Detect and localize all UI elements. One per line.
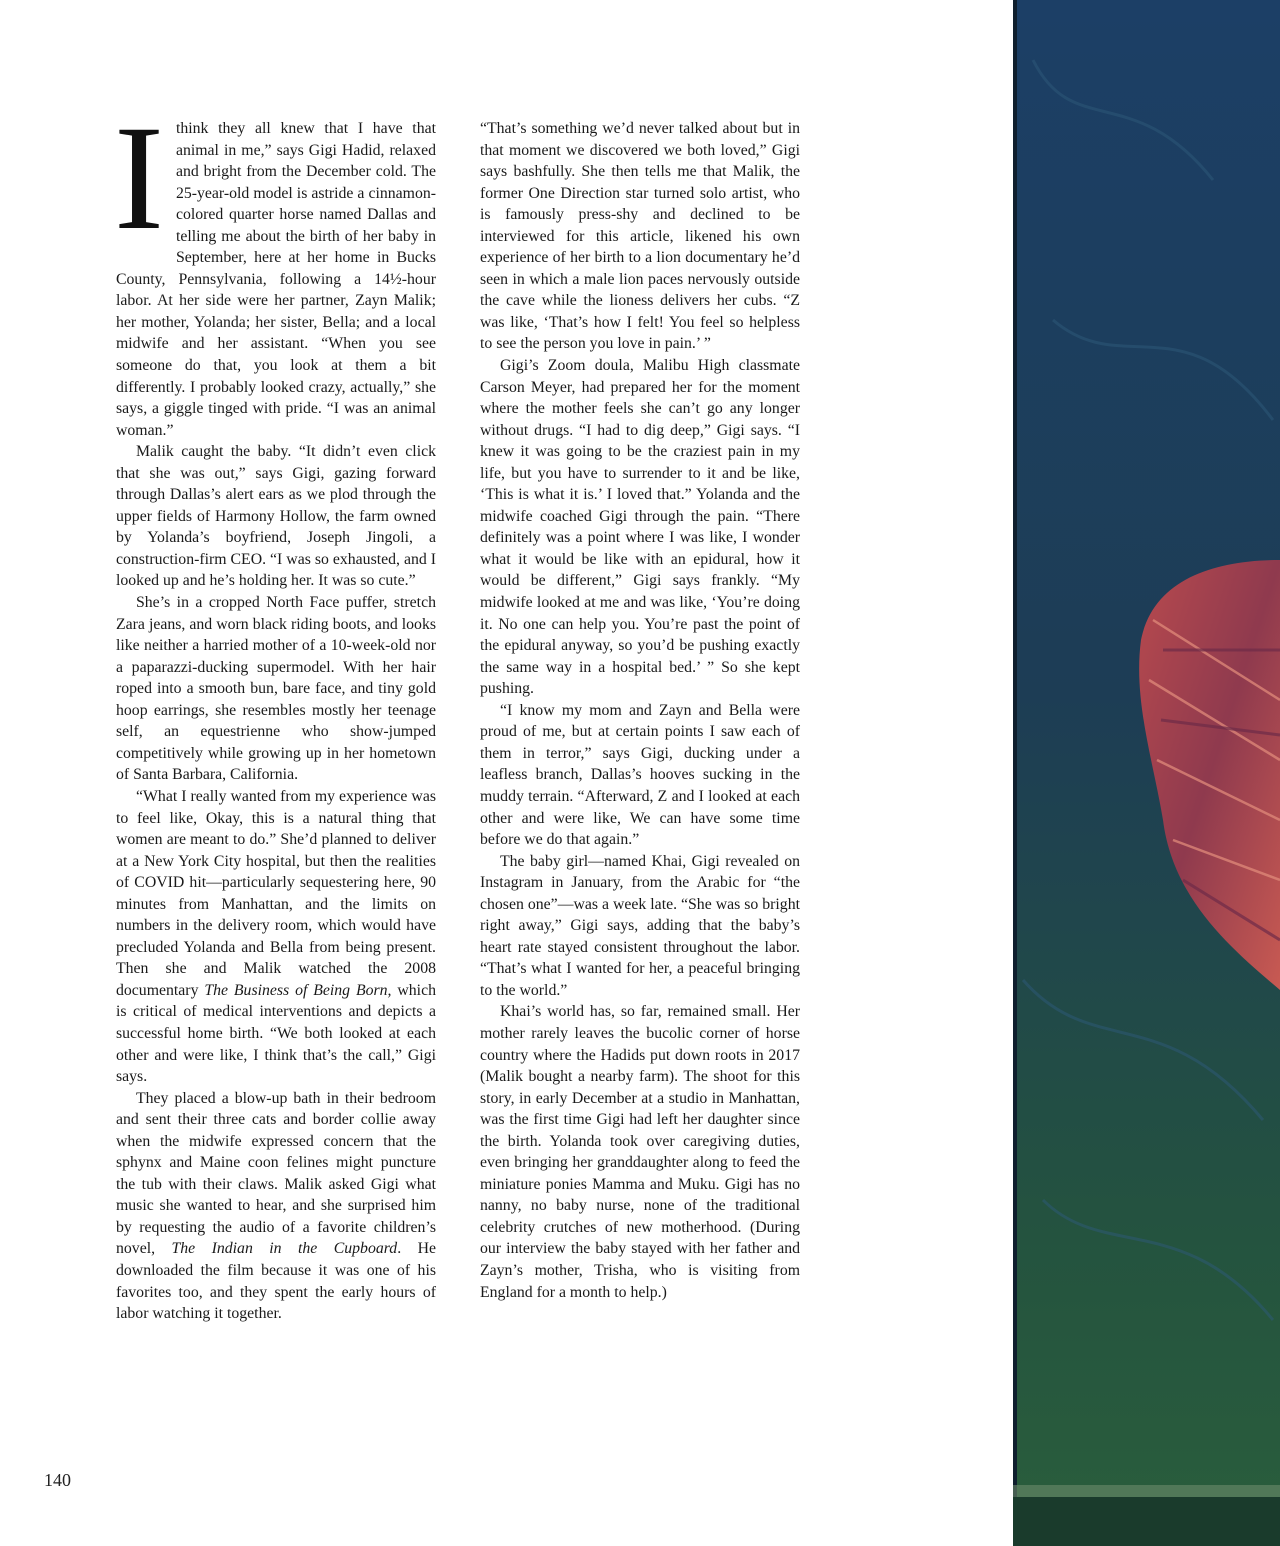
paragraph: Gigi’s Zoom doula, Malibu High classmate Carson Meyer, had prepared her for the moment where the mother feels she can’t go any longer without drugs. “I had to dig deep,” Gigi says. “I knew it was going to be the craziest pain in my life, but you have to surrender to it and be like, ‘This is what it is.’ I loved that.” Yolanda and the midwife coached Gigi through the pain. “There definitely was a point where I was like, I wonder what it would be like with an epidural, how it would be different,” Gigi says frankly. “My midwife looked at me and was like, ‘You’re doing it. No one can help you. You’re past the point of the epidural anyway, so you’d be pushing exactly the same way in a hospital bed.’ ” So she kept pushing. <box>480 357 800 698</box>
film-title: The Business of Being Born, <box>204 981 392 999</box>
paragraph: They placed a blow-up bath in their bedroom and sent their three cats and border collie away when the midwife expressed concern that the sphynx and Maine coon felines might puncture the tub with their claws. Malik asked Gigi what music she wanted to hear, and she surprised him by requesting the audio of a favorite children’s novel, The Indian in the Cupboard. He downloaded the film because it was one of his favorites too, and they spent the early hours of labor watching it together. <box>116 1089 436 1323</box>
paragraph: The baby girl—named Khai, Gigi revealed on Instagram in January, from the Arabic for “the chosen one”—was a week late. “She was so bright right away,” Gigi says, adding that the baby’s heart rate stayed consistent throughout the labor. “That’s what I wanted for her, a peaceful bringing to the world.” <box>480 852 800 999</box>
article-column-left <box>114 95 436 1325</box>
paragraph: Malik caught the baby. “It didn’t even click that she was out,” says Gigi, gazing forward through Dallas’s alert ears as we plod through the upper fields of Harmony Hollow, the farm owned by Yolanda’s boyfriend, Joseph Jingoli, a construction-firm CEO. “I was so exhausted, and I looked up and he’s holding her. It was so cute.” <box>116 443 436 590</box>
paragraph: She’s in a cropped North Face puffer, stretch Zara jeans, and worn black riding boots, and looks like neither a harried mother of a 10-week-old nor a paparazzi-ducking supermodel. With her hair roped into a smooth bun, bare face, and tiny gold hoop earrings, she resembles mostly her teenage self, an equestrienne who show-jumped competitively while growing up in her hometown of Santa Barbara, California. <box>116 594 436 784</box>
article-column-right <box>480 118 800 1303</box>
paragraph: Khai’s world has, so far, remained small. Her mother rarely leaves the bucolic corner of horse country where the Hadids put down roots in 2017 (Malik bought a nearby farm). The shoot for this story, in early December at a studio in Manhattan, was the first time Gigi had left her daughter since the birth. Yolanda took over caregiving duties, even bringing her granddaughter along to feed the miniature ponies Mamma and Muku. Gigi has no nanny, no baby nurse, none of the traditional celebrity crutches of new motherhood. (During our interview the baby stayed with her father and Zayn’s mother, Trisha, who is visiting from England for a month to help.) <box>480 1003 800 1301</box>
paragraph: “What I really wanted from my experience was to feel like, Okay, this is a natural thing that women are meant to do.” She’d planned to deliver at a New York City hospital, but then the realities of COVID hit—particularly sequestering here, 90 minutes from Manhattan, and the limits on numbers in the delivery room, which would have precluded Yolanda and Bella from being present. Then she and Malik watched the 2008 documentary The Business of Being Born, which is critical of medical interventions and depicts a successful home birth. “We both looked at each other and were like, I think that’s the call,” Gigi says. <box>116 787 436 1086</box>
paragraph: “I know my mom and Zayn and Bella were proud of me, but at certain points I saw each of them in terror,” says Gigi, ducking under a leafless branch, Dallas’s hooves sucking in the muddy terrain. “Afterward, Z and I looked at each other and were like, We can have some time before we do that again.” <box>480 701 800 849</box>
page-number: 140 <box>44 1470 71 1490</box>
paragraph: “That’s something we’d never talked about but in that moment we discovered we both loved,” Gigi says bashfully. She then tells me that Malik, the former One Direction star turned solo artist, who is famously press-shy and declined to be interviewed for this article, likened his own experience of her birth to a lion documentary he’d seen in which a male lion paces nervously outside the cave while the lioness delivers her cubs. “Z was like, ‘That’s how I felt! You feel so helpless to see the person you love in pain.’ ” <box>480 120 800 353</box>
book-title: The Indian in the Cupboard <box>171 1240 398 1258</box>
drop-cap: I <box>114 95 164 261</box>
painting-image <box>1013 0 1280 1546</box>
paragraph: think they all knew that I have that animal in me,” says Gigi Hadid, relaxed and bright from the December cold. The 25-year-old model is astride a cinnamon-colored quarter horse named Dallas and telling me about the birth of her baby in September, here at her home in Bucks County, Pennsylvania, following a 14½-hour labor. At her side were her partner, Zayn Malik; her mother, Yolanda; her sister, Bella; and a local midwife and her assistant. “When you see someone do that, you look at them a bit differently. I probably looked crazy, actually,” she says, a giggle tinged with pride. “I was an animal woman.” <box>116 120 436 439</box>
